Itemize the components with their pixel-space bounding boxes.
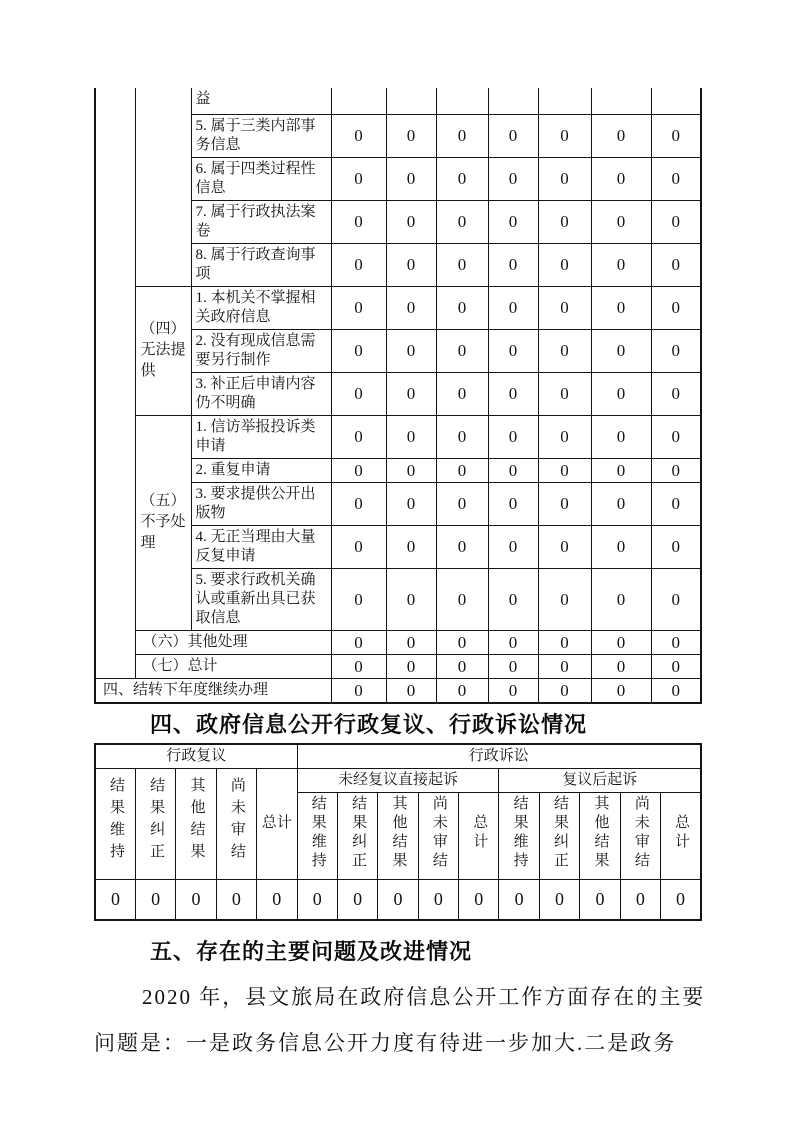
value-cell: 0 bbox=[436, 372, 488, 415]
row-label-cell: （七）总计 bbox=[135, 654, 331, 678]
value-cell: 0 bbox=[591, 329, 651, 372]
value-cell: 0 bbox=[591, 286, 651, 329]
value-cell: 0 bbox=[488, 415, 538, 458]
outcome-header bbox=[539, 792, 579, 879]
value-cell: 0 bbox=[436, 654, 488, 678]
value-cell: 0 bbox=[538, 630, 591, 654]
value-cell: 0 bbox=[135, 879, 175, 920]
section-cell-empty bbox=[135, 88, 191, 286]
body-paragraph bbox=[94, 974, 706, 1066]
value-cell: 0 bbox=[538, 329, 591, 372]
value-cell: 0 bbox=[331, 200, 386, 243]
value-cell: 0 bbox=[538, 568, 591, 630]
outcome-header-label: 总计 bbox=[673, 813, 690, 852]
value-cell bbox=[651, 88, 701, 114]
group-header-administrative-review: 行政复议 bbox=[95, 744, 297, 769]
outcome-header bbox=[620, 792, 660, 879]
value-cell: 0 bbox=[651, 525, 701, 568]
value-cell: 0 bbox=[651, 630, 701, 654]
value-cell: 0 bbox=[95, 879, 135, 920]
value-cell: 0 bbox=[331, 630, 386, 654]
value-cell: 0 bbox=[257, 879, 297, 920]
value-cell: 0 bbox=[651, 568, 701, 630]
value-cell bbox=[488, 88, 538, 114]
page-content bbox=[94, 0, 706, 1066]
value-cell: 0 bbox=[488, 200, 538, 243]
value-cell: 0 bbox=[386, 372, 436, 415]
outcome-header-label: 结果维持 bbox=[309, 794, 326, 871]
group-header-administrative-litigation: 行政诉讼 bbox=[297, 744, 701, 769]
value-cell bbox=[331, 88, 386, 114]
value-cell: 0 bbox=[331, 482, 386, 525]
outcome-header bbox=[135, 768, 175, 879]
value-cell: 0 bbox=[538, 654, 591, 678]
value-cell: 0 bbox=[651, 157, 701, 200]
value-cell: 0 bbox=[488, 329, 538, 372]
value-cell bbox=[436, 88, 488, 114]
value-cell: 0 bbox=[499, 879, 539, 920]
value-cell: 0 bbox=[591, 200, 651, 243]
value-cell: 0 bbox=[651, 372, 701, 415]
value-cell: 0 bbox=[386, 525, 436, 568]
outcome-header bbox=[459, 792, 499, 879]
outcome-header-label: 尚未审结 bbox=[430, 794, 447, 871]
value-cell: 0 bbox=[651, 458, 701, 482]
review-litigation-table bbox=[94, 743, 702, 922]
body-paragraph-line: 2020 年，县文旅局在政府信息公开工作方面存在的主要 bbox=[142, 985, 706, 1009]
value-cell bbox=[538, 88, 591, 114]
outcome-header bbox=[337, 792, 377, 879]
table-row bbox=[95, 286, 701, 329]
value-cell: 0 bbox=[651, 415, 701, 458]
row-label-cell: 益 bbox=[191, 88, 331, 114]
outcome-header-label: 其他结果 bbox=[592, 794, 609, 871]
outcome-header bbox=[580, 792, 620, 879]
outcome-header-label: 结果纠正 bbox=[552, 794, 569, 871]
outcome-header bbox=[95, 768, 135, 879]
value-cell: 0 bbox=[591, 482, 651, 525]
row-label-cell: 1. 信访举报投诉类申请 bbox=[191, 415, 331, 458]
value-cell: 0 bbox=[436, 568, 488, 630]
value-cell: 0 bbox=[386, 568, 436, 630]
value-cell: 0 bbox=[591, 415, 651, 458]
outcome-header-label: 结果纠正 bbox=[350, 794, 367, 871]
row-label-cell: 3. 要求提供公开出版物 bbox=[191, 482, 331, 525]
value-cell: 0 bbox=[331, 243, 386, 286]
outcome-header-label: 总计 bbox=[471, 813, 488, 852]
value-cell: 0 bbox=[591, 243, 651, 286]
value-cell: 0 bbox=[436, 482, 488, 525]
value-cell: 0 bbox=[591, 372, 651, 415]
value-cell: 0 bbox=[488, 525, 538, 568]
value-cell: 0 bbox=[538, 372, 591, 415]
value-cell: 0 bbox=[539, 879, 579, 920]
value-cell: 0 bbox=[436, 157, 488, 200]
row-label-cell: 5. 要求行政机关确认或重新出具已获取信息 bbox=[191, 568, 331, 630]
value-cell: 0 bbox=[436, 200, 488, 243]
value-cell: 0 bbox=[436, 458, 488, 482]
value-cell: 0 bbox=[538, 157, 591, 200]
outcome-header-label: 其他结果 bbox=[390, 794, 407, 871]
value-cell: 0 bbox=[488, 157, 538, 200]
value-cell: 0 bbox=[661, 879, 702, 920]
value-cell: 0 bbox=[591, 525, 651, 568]
value-cell: 0 bbox=[436, 415, 488, 458]
value-cell bbox=[386, 88, 436, 114]
value-cell: 0 bbox=[488, 568, 538, 630]
value-cell: 0 bbox=[386, 200, 436, 243]
value-cell: 0 bbox=[538, 286, 591, 329]
value-cell: 0 bbox=[331, 329, 386, 372]
value-cell: 0 bbox=[386, 630, 436, 654]
value-cell: 0 bbox=[591, 568, 651, 630]
outcome-header-label: 尚未审结 bbox=[228, 776, 245, 865]
value-cell: 0 bbox=[386, 243, 436, 286]
outcome-header-label: 其他结果 bbox=[188, 776, 205, 865]
section-cell: （五）不予处理 bbox=[135, 415, 191, 630]
value-cell: 0 bbox=[488, 678, 538, 703]
section-cell: （四）无法提供 bbox=[135, 286, 191, 415]
row-label-cell: 2. 没有现成信息需要另行制作 bbox=[191, 329, 331, 372]
review-litigation-heading: 四、政府信息公开行政复议、行政诉讼情况 bbox=[150, 711, 588, 737]
value-cell: 0 bbox=[331, 458, 386, 482]
value-cell: 0 bbox=[331, 114, 386, 157]
value-cell: 0 bbox=[331, 678, 386, 703]
value-cell: 0 bbox=[488, 243, 538, 286]
value-cell: 0 bbox=[651, 200, 701, 243]
value-cell: 0 bbox=[216, 879, 256, 920]
row-label-cell: 3. 补正后申请内容仍不明确 bbox=[191, 372, 331, 415]
value-cell: 0 bbox=[651, 286, 701, 329]
row-label-cell: 8. 属于行政查询事项 bbox=[191, 243, 331, 286]
body-paragraph-line: 问题是：一是政务信息公开力度有待进一步加大.二是政务 bbox=[94, 1031, 677, 1055]
value-cell: 0 bbox=[488, 286, 538, 329]
value-cell: 0 bbox=[591, 157, 651, 200]
row-label-cell: 4. 无正当理由大量反复申请 bbox=[191, 525, 331, 568]
value-cell: 0 bbox=[459, 879, 499, 920]
value-cell: 0 bbox=[538, 482, 591, 525]
table-row-carryover bbox=[95, 678, 701, 703]
outcome-header-label: 结果维持 bbox=[511, 794, 528, 871]
value-cell: 0 bbox=[331, 372, 386, 415]
value-cell: 0 bbox=[436, 286, 488, 329]
table-row-values bbox=[95, 879, 701, 920]
value-cell: 0 bbox=[488, 654, 538, 678]
value-cell: 0 bbox=[538, 114, 591, 157]
value-cell: 0 bbox=[436, 630, 488, 654]
value-cell: 0 bbox=[488, 458, 538, 482]
value-cell: 0 bbox=[538, 525, 591, 568]
table-row bbox=[95, 654, 701, 678]
value-cell: 0 bbox=[386, 482, 436, 525]
value-cell: 0 bbox=[331, 157, 386, 200]
value-cell: 0 bbox=[337, 879, 377, 920]
application-handling-table bbox=[94, 88, 702, 704]
row-label-cell: （六）其他处理 bbox=[135, 630, 331, 654]
outcome-header-label: 结果维持 bbox=[107, 776, 124, 865]
value-cell: 0 bbox=[580, 879, 620, 920]
value-cell: 0 bbox=[331, 286, 386, 329]
value-cell: 0 bbox=[651, 243, 701, 286]
value-cell: 0 bbox=[176, 879, 216, 920]
value-cell: 0 bbox=[386, 654, 436, 678]
value-cell: 0 bbox=[331, 415, 386, 458]
value-cell: 0 bbox=[297, 879, 337, 920]
value-cell: 0 bbox=[488, 372, 538, 415]
value-cell: 0 bbox=[591, 630, 651, 654]
value-cell: 0 bbox=[591, 458, 651, 482]
table-row bbox=[95, 630, 701, 654]
table-row-partial bbox=[95, 88, 701, 114]
outcome-header bbox=[499, 792, 539, 879]
value-cell: 0 bbox=[436, 525, 488, 568]
value-cell: 0 bbox=[488, 114, 538, 157]
value-cell: 0 bbox=[331, 525, 386, 568]
outcome-header-label: 结果纠正 bbox=[148, 776, 165, 865]
value-cell: 0 bbox=[418, 879, 458, 920]
value-cell: 0 bbox=[538, 458, 591, 482]
value-cell: 0 bbox=[386, 415, 436, 458]
value-cell: 0 bbox=[436, 243, 488, 286]
value-cell: 0 bbox=[331, 654, 386, 678]
value-cell: 0 bbox=[331, 568, 386, 630]
outer-section-cell bbox=[95, 88, 135, 678]
value-cell: 0 bbox=[488, 482, 538, 525]
outcome-header bbox=[297, 792, 337, 879]
value-cell: 0 bbox=[591, 654, 651, 678]
table-row-groups bbox=[95, 744, 701, 769]
value-cell: 0 bbox=[488, 630, 538, 654]
outcome-header bbox=[216, 768, 256, 879]
value-cell: 0 bbox=[386, 458, 436, 482]
row-label-cell: 四、结转下年度继续办理 bbox=[95, 678, 331, 703]
outcome-header-label: 尚未审结 bbox=[632, 794, 649, 871]
value-cell bbox=[591, 88, 651, 114]
outcome-header bbox=[418, 792, 458, 879]
outcome-header-total: 总计 bbox=[257, 768, 297, 879]
row-label-cell: 1. 本机关不掌握相关政府信息 bbox=[191, 286, 331, 329]
value-cell: 0 bbox=[651, 114, 701, 157]
table-row bbox=[95, 415, 701, 458]
row-label-cell: 5. 属于三类内部事务信息 bbox=[191, 114, 331, 157]
value-cell: 0 bbox=[386, 114, 436, 157]
value-cell: 0 bbox=[591, 114, 651, 157]
value-cell: 0 bbox=[386, 286, 436, 329]
outcome-header bbox=[378, 792, 418, 879]
value-cell: 0 bbox=[386, 157, 436, 200]
value-cell: 0 bbox=[386, 678, 436, 703]
outcome-header bbox=[661, 792, 702, 879]
value-cell: 0 bbox=[538, 415, 591, 458]
value-cell: 0 bbox=[651, 329, 701, 372]
row-label-cell: 6. 属于四类过程性信息 bbox=[191, 157, 331, 200]
subgroup-header-suit-after-review: 复议后起诉 bbox=[499, 768, 701, 792]
value-cell: 0 bbox=[538, 678, 591, 703]
value-cell: 0 bbox=[620, 879, 660, 920]
outcome-header bbox=[176, 768, 216, 879]
value-cell: 0 bbox=[386, 329, 436, 372]
value-cell: 0 bbox=[651, 654, 701, 678]
value-cell: 0 bbox=[436, 678, 488, 703]
value-cell: 0 bbox=[378, 879, 418, 920]
value-cell: 0 bbox=[538, 243, 591, 286]
value-cell: 0 bbox=[651, 678, 701, 703]
problems-heading: 五、存在的主要问题及改进情况 bbox=[150, 939, 473, 964]
row-label-cell: 2. 重复申请 bbox=[191, 458, 331, 482]
value-cell: 0 bbox=[591, 678, 651, 703]
table-row-subgroups bbox=[95, 768, 701, 792]
value-cell: 0 bbox=[538, 200, 591, 243]
value-cell: 0 bbox=[436, 329, 488, 372]
subgroup-header-direct-suit: 未经复议直接起诉 bbox=[297, 768, 499, 792]
value-cell: 0 bbox=[436, 114, 488, 157]
value-cell: 0 bbox=[651, 482, 701, 525]
row-label-cell: 7. 属于行政执法案卷 bbox=[191, 200, 331, 243]
